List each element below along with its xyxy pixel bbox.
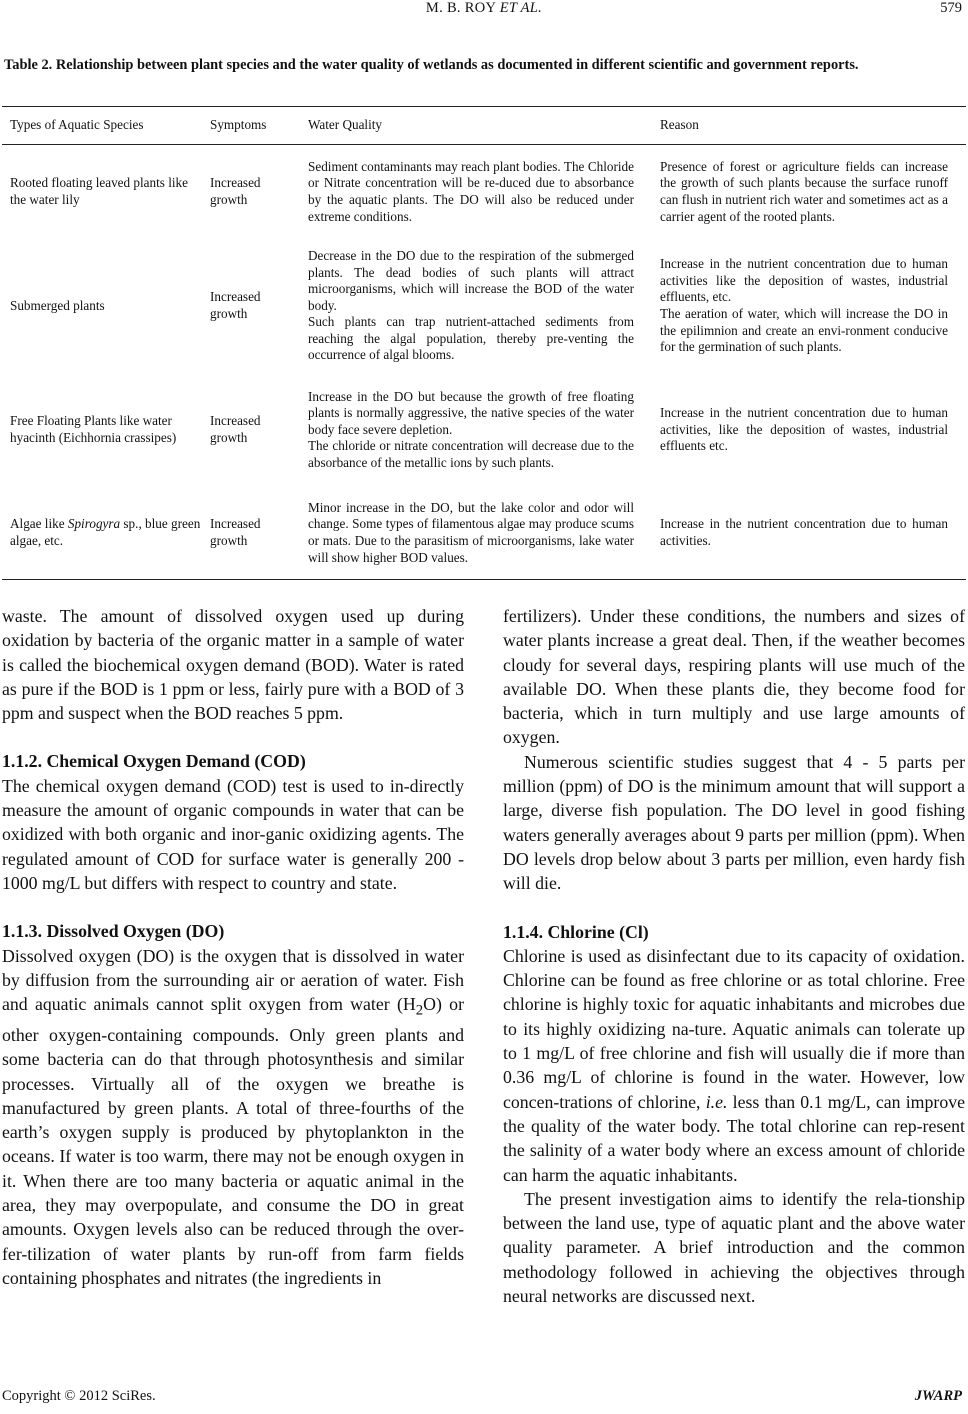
cell-reason xyxy=(652,373,966,487)
copyright: Copyright © 2012 SciRes. xyxy=(2,1388,156,1404)
cell-type: Free Floating Plants like water hyacinth (Eichhornia crassipes) xyxy=(10,413,177,445)
table-caption: Table 2. Relationship between plant species and the water quality of wetlands as documented in different scientific and government reports. xyxy=(4,57,859,73)
table-row xyxy=(2,487,966,580)
cell-paragraph: Minor increase in the DO, but the lake color and odor will change. Some types of filamentous algae may produce scums or mats. Due to the parasitism of microorganisms, lake water will show higher BOD values. xyxy=(308,499,634,565)
type-prefix: Algae like xyxy=(10,516,68,532)
cell-paragraph: Increase in the nutrient concentration due to human activities like the deposition of wastes, industrial effluents, etc. xyxy=(660,256,948,305)
species-name: Spirogyra xyxy=(67,516,121,532)
page-number: 579 xyxy=(940,0,962,16)
column-header-water-quality: Water Quality xyxy=(308,117,383,133)
cell-type: Submerged plants xyxy=(10,297,105,313)
column-header-reason: Reason xyxy=(660,117,699,133)
left-column xyxy=(2,604,464,1290)
cell-paragraph: Increase in the nutrient concentration due to human activities, like the deposition of wastes, industrial effluents etc. xyxy=(660,405,948,454)
cell-water-quality xyxy=(300,487,652,580)
journal-abbrev: JWARP xyxy=(914,1388,962,1404)
cell-water-quality xyxy=(300,373,652,487)
subscript: 2 xyxy=(415,1002,424,1019)
body-paragraph: The chemical oxygen demand (COD) test is used to in-directly measure the amount of organic compounds in water that can be oxidized with both organic and inor-ganic oxidizing agents. The regulated amount of COD for surface water is generally 200 - 1000 mg/L but differs with respect to country and state. xyxy=(2,775,464,893)
text-run: O) or other oxygen-containing compounds. Only green plants and some bacteria can do that through photosynthesis and similar processes. Virtually all of the oxygen we breathe is manufactured by green plants. A total of three-fourths of the earth’s oxygen supply is produced by phytoplankton in the oceans. If water is too warm, there may not be enough oxygen in it. When there are too many bacteria or aquatic animal in the area, they may overpopulate, and consume the DO in great amounts. Oxygen levels also can be reduced through the over-fer-tilization of water plants by run-off from farm fields containing phosphates and nitrates (the ingredients in xyxy=(2,994,464,1288)
body-paragraph: fertilizers). Under these conditions, the numbers and sizes of water plants increase a great deal. Then, if the weather becomes cloudy for several days, respiring plants will use much of the available DO. When these plants die, they become food for bacteria, which in turn multiply and use large amounts of oxygen. xyxy=(503,606,965,748)
cell-paragraph: Decrease in the DO due to the respiration of the submerged plants. The dead bodies of such plants will attract microorganisms, which will increase the BOD of the water body. xyxy=(308,247,634,313)
table-header-row xyxy=(2,107,966,145)
cell-symptoms: Increased growth xyxy=(210,175,261,207)
table-row xyxy=(2,373,966,487)
cell-paragraph: Increase in the nutrient concentration due to human activities. xyxy=(660,516,948,548)
section-heading-cod: 1.1.2. Chemical Oxygen Demand (COD) xyxy=(2,751,306,772)
table-row xyxy=(2,239,966,373)
section-heading-do: 1.1.3. Dissolved Oxygen (DO) xyxy=(2,921,225,942)
cell-symptoms: Increased growth xyxy=(210,516,261,548)
cell-water-quality xyxy=(300,145,652,240)
text-run: Chlorine is used as disinfectant due to its capacity of oxidation. Chlorine can be found as free chlorine or as total chlorine. Free chlorine is highly toxic for aquatic inhabitants and microbes due to its highly oxidizing na-ture. Aquatic animals can tolerate up to 1 mg/L of free chlorine and fish will usually die if more than 0.36 mg/L of chlorine is found in the water. However, low concen-trations of chlorine, xyxy=(503,945,965,1112)
running-header xyxy=(0,0,968,24)
cell-reason xyxy=(652,145,966,240)
cell-paragraph: The aeration of water, which will increase the DO in the epilimnion and create an envi-ronment conducive for the germination of such plants. xyxy=(660,306,948,355)
body-paragraph xyxy=(2,944,464,1291)
right-column xyxy=(503,604,965,1308)
text-run: less than 0.1 mg/L, can improve the quality of the water body. The total chlorine can rep-resent the salinity of a water body where an excess amount of chloride can harm the aquatic inhabitants. xyxy=(503,1091,965,1185)
cell-paragraph: Increase in the DO but because the growth of free floating plants is normally aggressive, the native species of the water body face severe depletion. xyxy=(308,388,634,437)
plant-water-quality-table xyxy=(2,106,966,580)
cell-type xyxy=(2,487,202,580)
text-run: Dissolved oxygen (DO) is the oxygen that is dissolved in water by diffusion from the surrounding air or aeration of water. Fish and aquatic animals cannot split oxygen from water (H xyxy=(2,945,464,1015)
cell-paragraph: Sediment contaminants may reach plant bodies. The Chloride or Nitrate concentration will be re-duced due to absorbance by the aquatic plants. The DO will also be reduced under extreme conditions. xyxy=(308,158,634,224)
body-paragraph: The present investigation aims to identify the rela-tionship between the land use, type of aquatic plant and the above water quality parameter. A brief introduction and the common methodology followed in achieving the objectives through neural networks are discussed next. xyxy=(503,1188,965,1307)
author-name: M. B. ROY xyxy=(425,0,496,16)
body-paragraph xyxy=(503,944,965,1187)
cell-symptoms: Increased growth xyxy=(210,413,261,445)
cell-paragraph: Such plants can trap nutrient-attached sediments from reaching the algal population, thereby pre-venting the occurrence of algal blooms. xyxy=(308,314,634,363)
cell-reason xyxy=(652,487,966,580)
type-suffix: sp., blue green algae, etc. xyxy=(10,516,201,548)
cell-type: Rooted floating leaved plants like the water lily xyxy=(10,175,188,207)
body-paragraph: waste. The amount of dissolved oxygen used up during oxidation by bacteria of the organic matter in a sample of water is called the biochemical oxygen demand (BOD). Water is rated as pure if the BOD is 1 ppm or less, fairly pure with a BOD of 3 ppm and suspect when the BOD reaches 5 ppm. xyxy=(2,606,464,724)
cell-paragraph: Presence of forest or agriculture fields can increase the growth of such plants because the surface runoff can flush in nutrient rich water and sometimes act as a carrier agent of the rooted plants. xyxy=(660,158,948,224)
cell-symptoms: Increased growth xyxy=(210,289,261,321)
table-row xyxy=(2,145,966,240)
cell-water-quality xyxy=(300,239,652,373)
abbreviation-ie: i.e. xyxy=(705,1091,728,1112)
et-al: ET AL. xyxy=(499,0,543,16)
column-header-type: Types of Aquatic Species xyxy=(10,117,144,133)
running-header-authors xyxy=(0,0,968,17)
body-paragraph: Numerous scientific studies suggest that 4 - 5 parts per million (ppm) of DO is the minimum amount that will support a large, diverse fish population. The DO level in good fishing waters generally averages about 9 parts per million (ppm). When DO levels drop below about 3 parts per million, even hardy fish will die. xyxy=(503,751,965,894)
cell-reason xyxy=(652,239,966,373)
cell-paragraph: The chloride or nitrate concentration will decrease due to the absorbance of the metallic ions by such plants. xyxy=(308,438,634,470)
column-header-symptoms: Symptoms xyxy=(210,117,267,133)
section-heading-chlorine: 1.1.4. Chlorine (Cl) xyxy=(503,921,649,942)
